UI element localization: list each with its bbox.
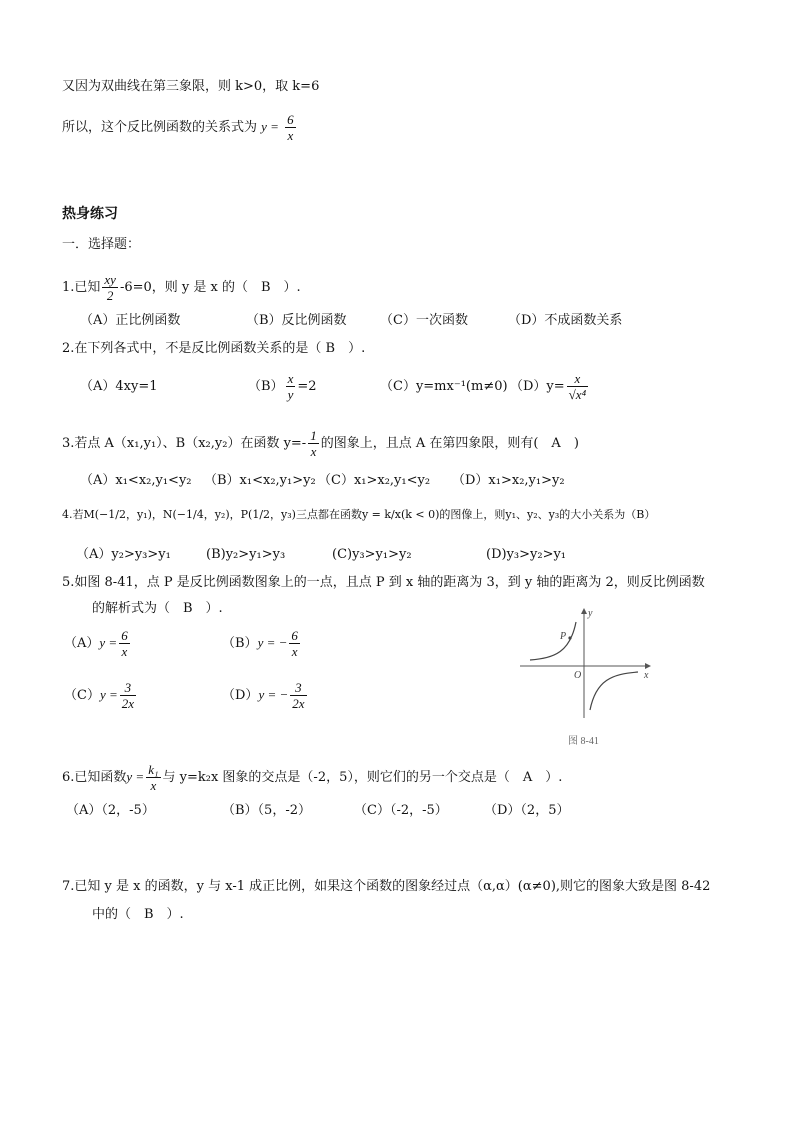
- q5-option-c: （C）y = $\frac{3}{2x}$: [64, 680, 135, 711]
- q4-option-d: (D)y₃>y₂>y₁: [486, 547, 567, 562]
- q1-option-c: （C）一次函数: [380, 313, 468, 328]
- q2-option-c: （C）y=mx⁻¹(m≠0): [380, 379, 508, 394]
- question-1: 1.已知 $\frac{xy}{2}$ -6=0，则 y 是 x 的（ B ）.: [62, 272, 301, 303]
- figure-caption: 图 8-41: [568, 736, 599, 747]
- question-5-line-2: 的解析式为（ B ）.: [92, 601, 223, 616]
- x-axis-label: x: [644, 670, 649, 681]
- question-7-line-1: 7.已知 y 是 x 的函数，y 与 x-1 成正比例，如果这个函数的图象经过点（α,α）(α≠0),则它的图象大致是图 8-42: [62, 879, 711, 894]
- section-title: 热身练习: [62, 206, 118, 222]
- hyperbola-branch-4th-quadrant: [590, 672, 638, 710]
- q5-option-b: （B）y = − $\frac{6}{x}$: [222, 628, 298, 659]
- q2-option-d: （D）y= $\frac{x}{\text{√x⁴}}$: [510, 371, 587, 402]
- intro-line-2: [62, 112, 298, 143]
- question-7-line-2: 中的（ B ）.: [92, 907, 184, 922]
- question-6: 6.已知函数y = $\frac{\text{k₁}}{x}$ 与 y=k₂x 图象的交点是（-2，5），则它们的另一个交点是（ A ）.: [62, 762, 563, 793]
- point-p: [568, 636, 571, 639]
- q5-option-a: （A）y = $\frac{6}{x}$: [64, 628, 128, 659]
- question-4: 4.若M(−1/2，y₁)，N(−1/4，y₂)，P(1/2，y₃)三点都在函数y = k/x(k < 0)的图像上，则y₁、y₂、y₃的大小关系为（B）: [62, 508, 656, 521]
- intro-fraction: $\frac{6}{x}$: [287, 112, 294, 143]
- q6-option-a: （A）（2，-5）: [66, 803, 155, 818]
- q1-option-b: （B）反比例函数: [246, 313, 347, 328]
- q6-option-d: （D）（2，5）: [484, 803, 570, 818]
- x-axis-arrow: [645, 663, 651, 669]
- q3-option-a: （A）x₁<x₂,y₁<y₂: [80, 473, 192, 488]
- q1-option-d: （D）不成函数关系: [508, 313, 623, 328]
- q3-option-b: （B）x₁<x₂,y₁>y₂: [204, 473, 316, 488]
- section-subtitle: 一．选择题：: [62, 237, 141, 252]
- q1-fraction: $\frac{xy}{2}$: [104, 272, 116, 303]
- q4-option-a: （A）y₂>y₃>y₁: [76, 547, 171, 562]
- point-p-label: P: [560, 631, 567, 642]
- question-5-line-1: 5.如图 8-41，点 P 是反比例函数图象上的一点，且点 P 到 x 轴的距离为 3，到 y 轴的距离为 2，则反比例函数: [62, 575, 705, 590]
- intro-y: y =: [261, 119, 279, 134]
- intro-line-2-text: 所以，这个反比例函数的关系式为: [62, 120, 258, 135]
- figure-8-41: [520, 608, 660, 750]
- q4-option-c: (C)y₃>y₁>y₂: [332, 547, 412, 562]
- y-axis-arrow: [581, 608, 587, 614]
- q2-option-a: （A）4xy=1: [80, 379, 158, 394]
- origin-label: O: [574, 670, 582, 681]
- q4-option-b: (B)y₂>y₁>y₃: [206, 547, 286, 562]
- hyperbola-branch-2nd-quadrant: [530, 622, 576, 660]
- intro-line-1: 又因为双曲线在第三象限，则 k>0，取 k=6: [62, 79, 320, 94]
- q3-option-d: （D）x₁>x₂,y₁>y₂: [452, 473, 565, 488]
- question-2: 2.在下列各式中，不是反比例函数关系的是（ B ）.: [62, 341, 366, 356]
- q6-option-b: （B）（5，-2）: [222, 803, 311, 818]
- q1-option-a: （A）正比例函数: [80, 313, 181, 328]
- y-axis-label: y: [588, 608, 593, 619]
- q3-option-c: （C）x₁>x₂,y₁<y₂: [318, 473, 431, 488]
- q2-option-b: （B） $\frac{x}{y}$ =2: [248, 371, 317, 402]
- question-3: 3.若点 A（x₁,y₁）、B（x₂,y₂）在函数 y=- $\frac{1}{x}$ 的图象上，且点 A 在第四象限，则有( A ): [62, 428, 579, 459]
- q6-option-c: （C）（-2，-5）: [354, 803, 448, 818]
- q5-option-d: （D）y = − $\frac{3}{2x}$: [222, 680, 305, 711]
